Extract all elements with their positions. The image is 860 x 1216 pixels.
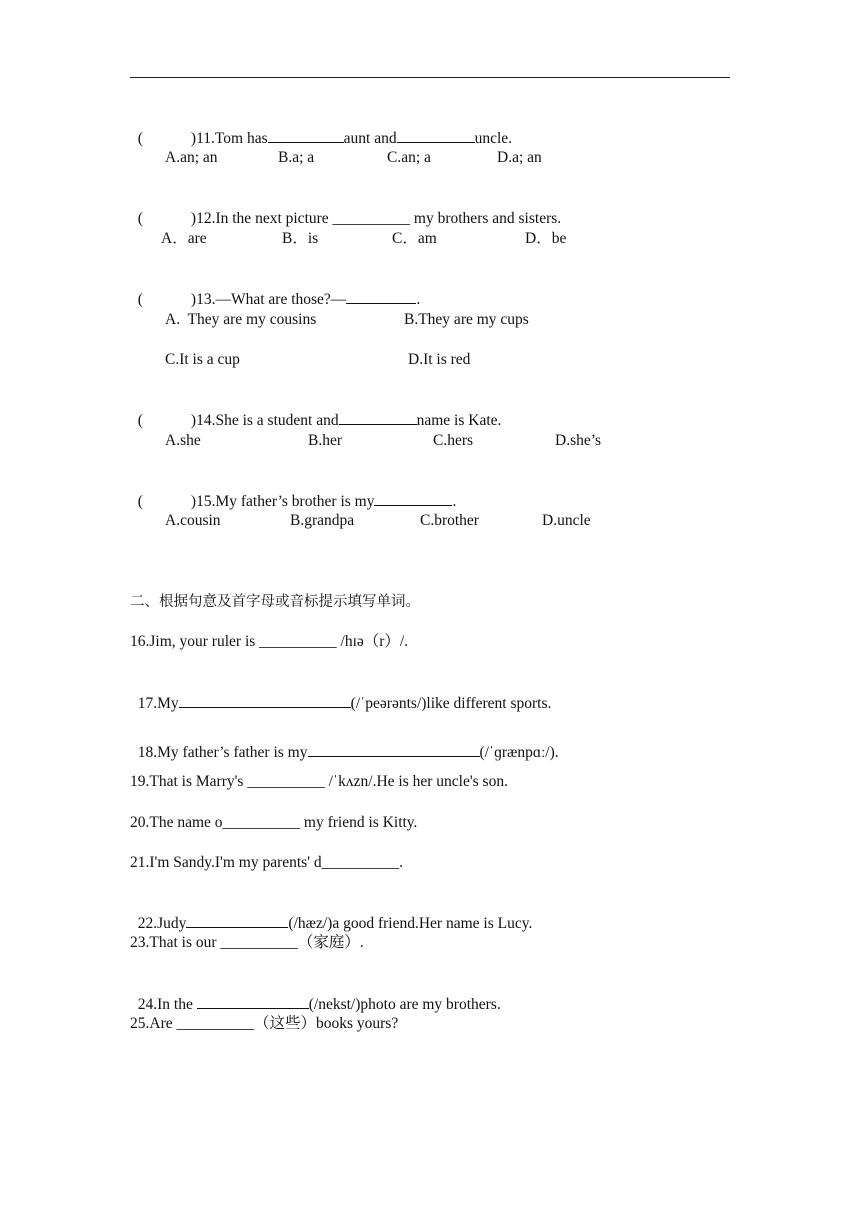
question-11: ( )11.Tom has aunt and uncle. <box>137 130 513 147</box>
question-14: ( )14.She is a student and name is Kate. <box>137 412 502 429</box>
answer-blank[interactable] <box>186 913 288 928</box>
fill-item-25: 25.Are __________（这些）books yours? <box>130 1015 399 1032</box>
fill-item-24: 24.In the (/nekst/)photo are my brothers. <box>137 996 501 1013</box>
answer-blank[interactable] <box>397 128 475 143</box>
option-a[interactable]: A.cousin <box>165 512 221 529</box>
option-d[interactable]: D.uncle <box>542 512 591 529</box>
option-a[interactable]: A.an; an <box>165 149 218 166</box>
paren-open: ( <box>137 130 143 147</box>
option-b[interactable]: B.her <box>308 432 343 449</box>
option-a[interactable]: A.she <box>165 432 201 449</box>
fill-item-22: 22.Judy (/hæz/)a good friend.Her name is Lucy. <box>137 915 533 932</box>
option-b[interactable]: B.They are my cups <box>404 311 529 328</box>
option-d[interactable]: D．be <box>525 230 567 247</box>
answer-blank[interactable] <box>308 742 480 757</box>
option-c[interactable]: C.hers <box>433 432 474 449</box>
option-b[interactable]: B.grandpa <box>290 512 355 529</box>
fill-item-21: 21.I'm Sandy.I'm my parents' d__________. <box>130 854 403 871</box>
option-c[interactable]: C.an; a <box>387 149 431 166</box>
option-d[interactable]: D.she’s <box>555 432 602 449</box>
question-12: ( )12.In the next picture __________ my brothers and sisters. <box>137 210 562 227</box>
option-c[interactable]: C．am <box>392 230 437 247</box>
fill-item-20: 20.The name o__________ my friend is Kitty. <box>130 814 418 831</box>
option-a[interactable]: A．are <box>161 230 207 247</box>
answer-blank[interactable] <box>179 693 351 708</box>
question-13: ( )13.—What are those?— . <box>137 291 421 308</box>
answer-blank[interactable] <box>268 128 344 143</box>
fill-item-19: 19.That is Marry's __________ /ˈkʌzn/.He is her uncle's son. <box>130 773 508 790</box>
option-c[interactable]: C.brother <box>420 512 479 529</box>
header-rule <box>130 77 730 78</box>
option-d[interactable]: D.It is red <box>408 351 471 368</box>
option-d[interactable]: D.a; an <box>497 149 542 166</box>
option-b[interactable]: B．is <box>282 230 319 247</box>
answer-blank[interactable] <box>197 994 309 1009</box>
fill-item-16: 16.Jim, your ruler is __________ /hɪə（r）/. <box>130 633 409 650</box>
option-b[interactable]: B.a; a <box>278 149 315 166</box>
section-2-heading: 二、根据句意及首字母或音标提示填写单词。 <box>130 594 420 610</box>
option-a[interactable]: A. They are my cousins <box>165 311 317 328</box>
fill-item-23: 23.That is our __________（家庭）. <box>130 934 364 951</box>
answer-blank[interactable] <box>339 410 417 425</box>
option-c[interactable]: C.It is a cup <box>165 351 240 368</box>
fill-item-17: 17.My (/ˈpeərənts/)like different sports. <box>137 695 552 712</box>
answer-blank[interactable] <box>346 289 416 304</box>
answer-blank[interactable] <box>374 491 452 506</box>
fill-item-18: 18.My father’s father is my (/ˈɡrænpɑː/). <box>137 744 559 761</box>
question-15: ( )15.My father’s brother is my . <box>137 493 457 510</box>
